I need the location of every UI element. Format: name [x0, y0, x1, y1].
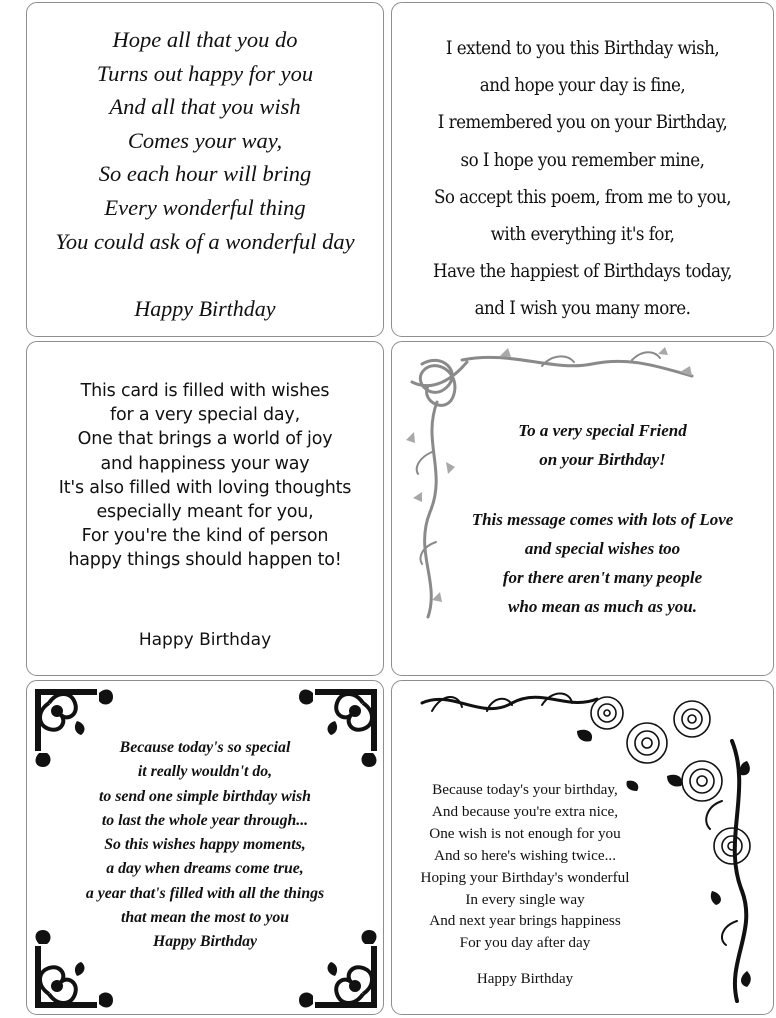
- verse-card-1: [26, 2, 384, 337]
- verse-line: So accept this poem, from me to you,: [433, 186, 732, 208]
- verse-line: This message comes with lots of Love: [471, 510, 734, 529]
- verse-text: [27, 23, 383, 258]
- verse-line: One that brings a world of joy: [77, 429, 333, 450]
- verse-line: Every wonderful thing: [104, 194, 306, 220]
- verse-line: Because today's so special: [119, 739, 291, 756]
- verse-line: It's also filled with loving thoughts: [58, 477, 352, 498]
- signature: Happy Birthday: [476, 971, 574, 987]
- heading-line: To a very special Friend: [518, 421, 687, 440]
- verse-line: And so here's wishing twice...: [433, 846, 616, 864]
- verse-line: who mean as much as you.: [508, 597, 697, 616]
- verse-line: Hope all that you do: [112, 27, 298, 52]
- verse-line: Have the happiest of Birthdays today,: [433, 261, 732, 283]
- verse-line: This card is filled with wishes: [80, 381, 330, 401]
- verse-line: a year that's filled with all the things: [85, 884, 325, 902]
- verse-line: and special wishes too: [524, 539, 681, 558]
- verse-line: especially meant for you,: [96, 502, 314, 523]
- verse-line: a day when dreams come true,: [106, 860, 304, 878]
- verse-text: [27, 736, 383, 955]
- verse-line: Turns out happy for you: [96, 60, 314, 86]
- verse-line: for there aren't many people: [502, 568, 703, 587]
- verse-line: In every single way: [465, 890, 585, 908]
- verse-line: I extend to you this Birthday wish,: [445, 38, 720, 59]
- verse-line: Hoping your Birthday's wonderful: [420, 868, 630, 886]
- greeting-heading: [432, 416, 773, 474]
- verse-card-6: [391, 680, 774, 1015]
- verse-line: Because today's your birthday,: [432, 781, 618, 798]
- verse-line: and happiness your way: [100, 453, 310, 474]
- verse-line: with everything it's for,: [490, 224, 675, 246]
- verse-line: and hope your day is fine,: [479, 75, 686, 97]
- verse-line: And because you're extra nice,: [431, 802, 619, 820]
- verse-line: For you're the kind of person: [81, 526, 329, 547]
- verse-line: and I wish you many more.: [474, 298, 691, 320]
- verse-line: So this wishes happy moments,: [104, 836, 306, 854]
- verse-line: it really wouldn't do,: [137, 763, 273, 781]
- verse-card-4: [391, 341, 774, 676]
- verse-line: that mean the most to you: [120, 909, 290, 927]
- verse-card-5: [26, 680, 384, 1015]
- verse-line: One wish is not enough for you: [429, 824, 621, 842]
- verse-line: You could ask of a wonderful day: [55, 228, 355, 254]
- verse-line: So each hour will bring: [98, 161, 312, 187]
- verse-line: Comes your way,: [127, 127, 283, 153]
- verse-text: [27, 379, 383, 573]
- verse-line: to send one simple birthday wish: [99, 787, 311, 805]
- verse-text: [411, 30, 754, 328]
- signature: Happy Birthday: [134, 296, 276, 321]
- verse-line: for a very special day,: [110, 405, 300, 426]
- heading-line: on your Birthday!: [539, 450, 666, 469]
- verse-text: [432, 505, 773, 621]
- verse-line: happy things should happen to!: [68, 550, 342, 571]
- verse-line: Happy Birthday: [153, 933, 257, 951]
- verse-line: For you day after day: [459, 934, 591, 952]
- verse-text: [392, 779, 773, 954]
- verse-line: I remembered you on your Birthday,: [437, 112, 728, 134]
- verse-line: so I hope you remember mine,: [460, 149, 705, 171]
- verse-line: And all that you wish: [109, 94, 301, 120]
- verse-line: And next year brings happiness: [429, 912, 621, 930]
- verse-card-3: [26, 341, 384, 676]
- signature: Happy Birthday: [138, 630, 272, 650]
- verse-card-2: [391, 2, 774, 337]
- verse-line: to last the whole year through...: [101, 811, 309, 829]
